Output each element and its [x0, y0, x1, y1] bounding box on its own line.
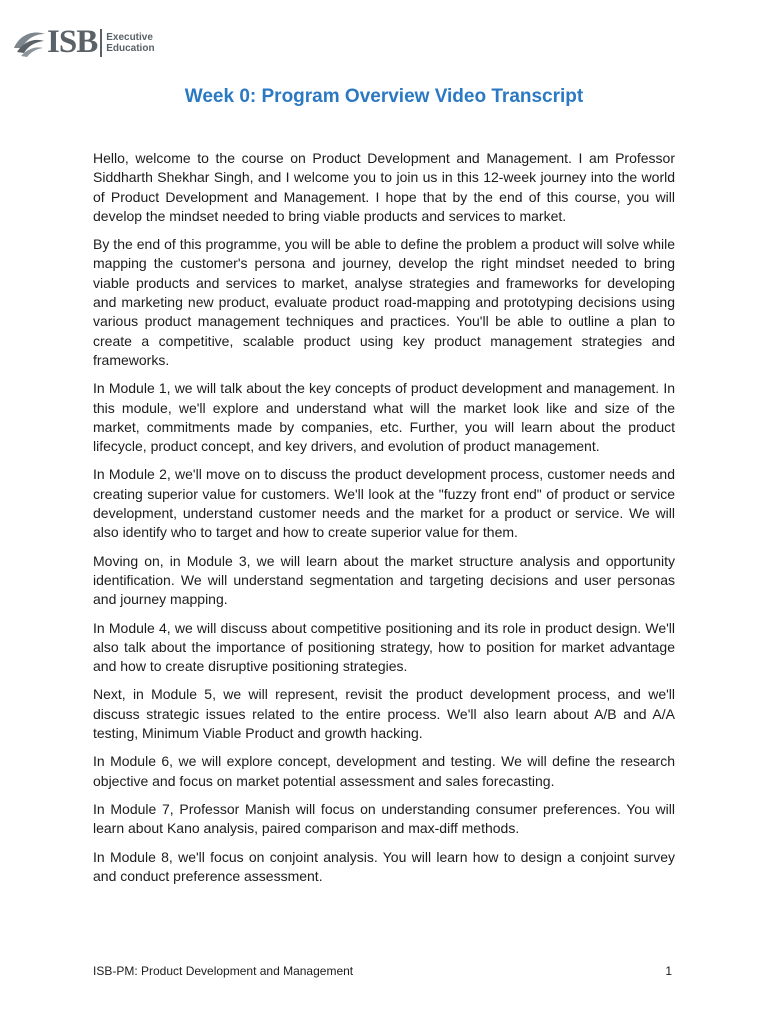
paragraph: In Module 6, we will explore concept, development and testing. We will define the research objective and focus on market potential assessment and sales forecasting.: [93, 753, 675, 789]
paragraph: In Module 4, we will discuss about competitive positioning and its role in product design. We'll also talk about the importance of positioning strategy, how to position for market advantage and how to create disruptive positioning strategies.: [93, 619, 675, 675]
paragraph: In Module 2, we'll move on to discuss the product development process, customer needs and creating superior value for customers. We'll look at the "fuzzy front end" of product or service development, understand customer needs and the market for a product or service. We will also identify who to target and how to create superior value for them.: [93, 466, 675, 541]
transcript-body: [93, 149, 675, 895]
paragraph: Hello, welcome to the course on Product Development and Management. I am Professor Siddharth Shekhar Singh, and I welcome you to join us in this 12-week journey into the world of Product Development and Management. I hope that by the end of this course, you will develop the mindset needed to bring viable products and services to market.: [93, 150, 675, 224]
logo-isb-text: ISB: [47, 24, 98, 60]
paragraph: In Module 1, we will talk about the key concepts of product development and management. In this module, we'll explore and understand what will the market look like and size of the market, commitments made by companies, etc. Further, you will learn about the product lifecycle, product concept, and key drivers, and evolution of product management.: [93, 380, 675, 455]
isb-bird-icon: [12, 28, 46, 58]
paragraph: Next, in Module 5, we will represent, revisit the product development process, and we'll discuss strategic issues related to the entire process. We'll also learn about A/B and A/A testing, Minimum Viable Product and growth hacking.: [93, 686, 675, 742]
paragraph: In Module 7, Professor Manish will focus on understanding consumer preferences. You will learn about Kano analysis, paired comparison and max-diff methods.: [93, 800, 675, 837]
logo-subtitle-line2: Education: [106, 42, 155, 54]
isb-logo: [12, 26, 155, 59]
footer-course-name: ISB-PM: Product Development and Management: [93, 964, 354, 978]
paragraph: By the end of this programme, you will be able to define the problem a product will solve while mapping the customer's persona and journey, develop the right mindset needed to bring viable products and services to market, analyse strategies and frameworks for developing and marketing new product, evaluate product road-mapping and prototyping decisions using various product management techniques and practices. You'll be able to outline a plan to create a competitive, scalable product using key product management strategies and frameworks.: [93, 236, 675, 368]
paragraph: In Module 8, we'll focus on conjoint analysis. You will learn how to design a conjoint survey and conduct preference assessment.: [93, 848, 675, 884]
paragraph: Moving on, in Module 3, we will learn about the market structure analysis and opportunity identification. We will understand segmentation and targeting decisions and user personas and journey mapping.: [93, 552, 675, 608]
page-title: Week 0: Program Overview Video Transcript: [184, 86, 584, 107]
footer-page-number: 1: [665, 964, 672, 978]
logo-divider: [100, 29, 102, 57]
logo-subtitle-line1: Executive: [106, 31, 153, 43]
logo-subtitle: [106, 32, 154, 54]
